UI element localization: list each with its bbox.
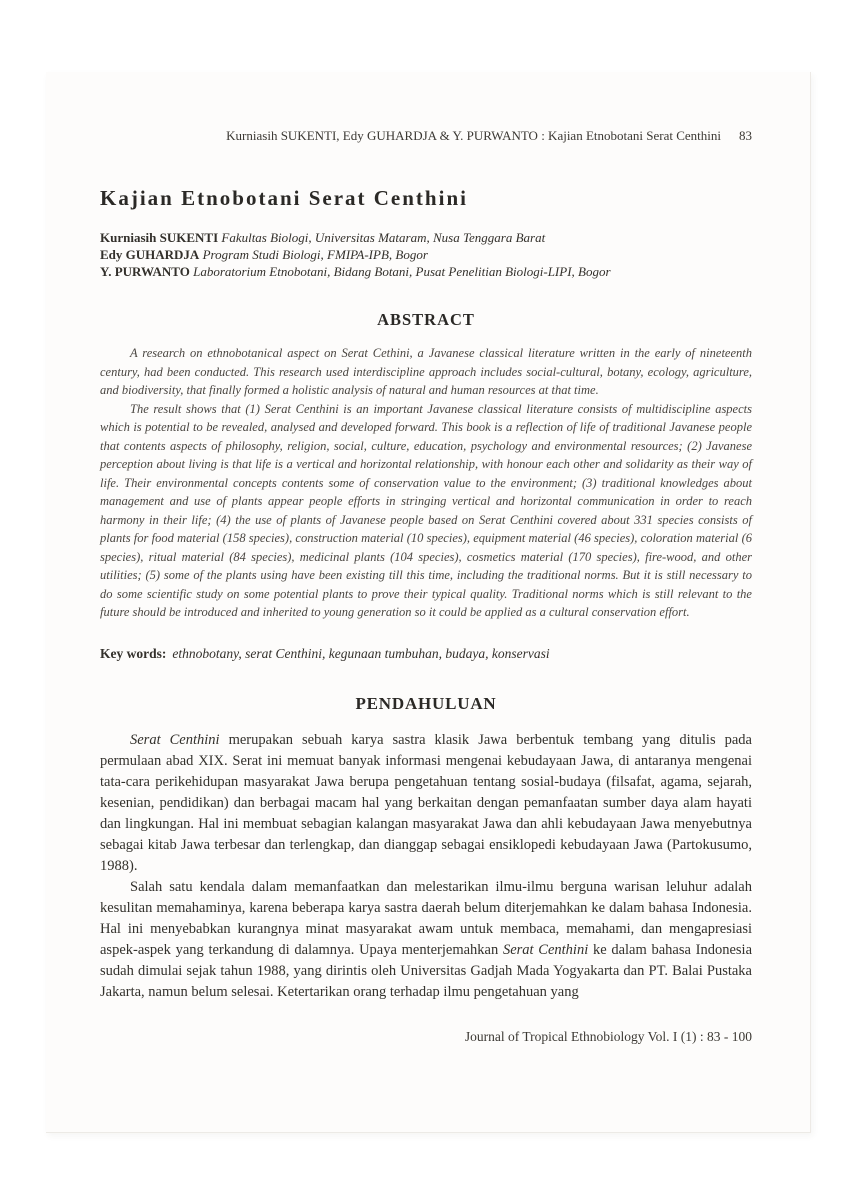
author-list — [100, 229, 752, 280]
page-content — [46, 128, 810, 1045]
abstract-heading: ABSTRACT — [377, 310, 475, 329]
author-name: Edy GUHARDJA — [100, 247, 200, 262]
page-number: 83 — [739, 128, 752, 143]
body-paragraph: Serat Centhini merupakan sebuah karya sastra klasik Jawa berbentuk tembang yang ditulis pada permulaan abad XIX. Serat ini memuat banyak informasi mengenai kebudayaan Jawa, di antaranya mengenai tata-cara perikehidupan masyarakat Jawa berupa pengetahuan tentang sosial-budaya (filsafat, agama, sejarah, kesenian, pendidikan) dan berbagai macam hal yang berkaitan dengan pemanfaatan sumber daya alam hayati dan lingkungan. Hal ini membuat sebagian kalangan masyarakat Jawa dan ahli kebudayaan Jawa menyebutnya sebagai kitab Jawa terbesar dan terlengkap, dan dianggap sebagai ensiklopedi kebudayaan Jawa (Partokusumo, 1988). — [100, 731, 752, 874]
journal-footer: Journal of Tropical Ethnobiology Vol. I (1) : 83 - 100 — [464, 1028, 752, 1044]
running-head-row — [100, 128, 752, 144]
section-heading: PENDAHULUAN — [355, 693, 497, 713]
author-name: Kurniasih SUKENTI — [100, 230, 219, 245]
keywords-line — [100, 646, 752, 662]
abstract-paragraph: A research on ethnobotanical aspect on Serat Cethini, a Javanese classical literature written in the early of nineteenth century, had been conducted. This research used interdiscipline approach includes social-cultural, botany, ecology, agriculture, and biodiversity, that finally formed a holistic analysis of natural and human resources at that time. — [100, 346, 752, 397]
running-head: Kurniasih SUKENTI, Edy GUHARDJA & Y. PURWANTO : Kajian Etnobotani Serat Centhini — [226, 128, 721, 143]
author-row — [100, 263, 752, 280]
keywords-text: ethnobotany, serat Centhini, kegunaan tumbuhan, budaya, konservasi — [172, 645, 550, 661]
body-paragraph: Salah satu kendala dalam memanfaatkan dan melestarikan ilmu-ilmu berguna warisan leluhur adalah kesulitan memahaminya, karena beberapa karya sastra daerah belum diterjemahkan ke dalam bahasa Indonesia. Hal ini menyebabkan kurangnya minat masyarakat awam untuk membaca, memahami, dan mengapresiasi aspek-aspek yang terkandung di dalamnya. Upaya menterjemahkan Serat Centhini ke dalam bahasa Indonesia sudah dimulai sejak tahun 1988, yang dirintis oleh Universitas Gadjah Mada Yogyakarta dan PT. Balai Pustaka Jakarta, namun belum selesai. Ketertarikan orang terhadap ilmu pengetahuan yang — [100, 878, 752, 1000]
author-affiliation: Program Studi Biologi, FMIPA-IPB, Bogor — [202, 247, 428, 262]
keywords-label: Key words: — [100, 645, 167, 661]
abstract-paragraph: The result shows that (1) Serat Centhini is an important Javanese classical literature consists of multidiscipline aspects which is potential to be revealed, analysed and developed forward. This book is a reflection of life of traditional Javanese people that contents aspects of philosophy, religion, social, culture, education, psychology and environmental resources; (2) Javanese perception about living is that life is a vertical and horizontal relationship, with honour each other and solidarity as their way of life. Their environmental concepts contents some of conservation value to the environment; (3) traditional knowledges about management and use of plants appear people efforts in stringing vertical and horizontal communication in order to reach harmony in their life; (4) the use of plants of Javanese people based on Serat Centhini covered about 331 species consists of plants for food material (158 species), construction material (10 species), equipment material (46 species), coloration material (6 species), ritual material (84 species), medicinal plants (104 species), cosmetics material (170 species), fire-wood, and other utilities; (5) some of the plants using have been existing till this time, including the traditional norms. But it is still necessary to do some scientific study on some potential plants to prove their typical quality. Traditional norms which is still relevant to the future should be introduced and inherited to young generation so it could be applied as a cultural conservation effort. — [100, 401, 752, 619]
author-row — [100, 229, 752, 246]
scanned-page — [46, 72, 811, 1133]
author-name: Y. PURWANTO — [100, 264, 190, 279]
abstract-body — [100, 344, 752, 622]
author-affiliation: Fakultas Biologi, Universitas Mataram, Nusa Tenggara Barat — [221, 230, 546, 245]
author-row — [100, 246, 752, 263]
article-title: Kajian Etnobotani Serat Centhini — [100, 186, 468, 210]
author-affiliation: Laboratorium Etnobotani, Bidang Botani, Pusat Penelitian Biologi-LIPI, Bogor — [193, 264, 611, 279]
